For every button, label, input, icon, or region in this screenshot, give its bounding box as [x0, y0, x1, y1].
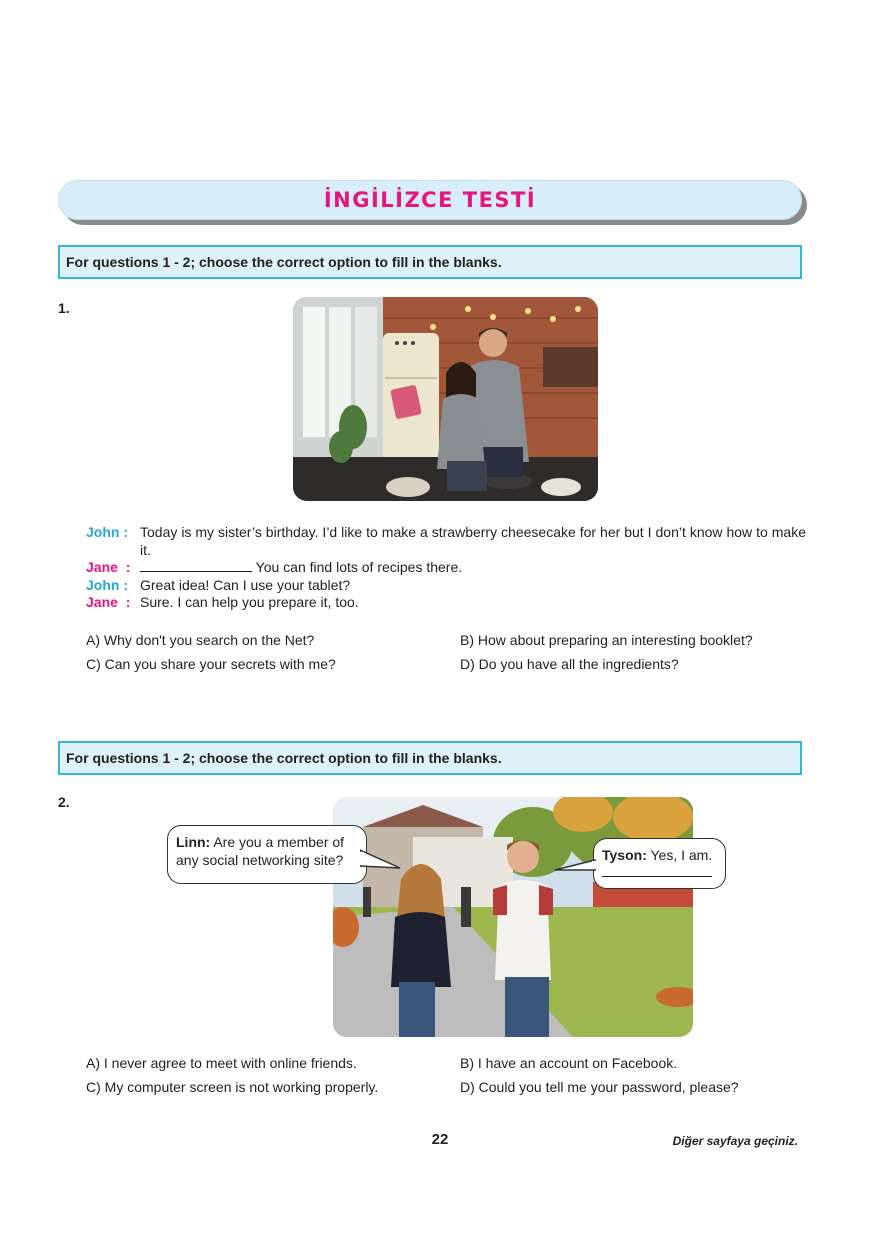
kitchen-photo: [293, 297, 598, 501]
dialogue: [86, 524, 806, 612]
speech-bubble-linn: [167, 825, 367, 884]
dialogue-line: [86, 594, 806, 612]
speaker-jane: Jane :: [86, 594, 131, 610]
test-title-banner: [58, 180, 802, 220]
bubble-tail-tyson: [553, 858, 597, 874]
dialogue-line: [86, 577, 806, 595]
test-title: İNGİLİZCE TESTİ: [323, 188, 537, 212]
option-d-q1[interactable]: D) Do you have all the ingredients?: [460, 656, 679, 672]
speaker-john: John :: [86, 524, 129, 540]
option-a-q1[interactable]: A) Why don't you search on the Net?: [86, 632, 315, 648]
next-page-note: Diğer sayfaya geçiniz.: [672, 1134, 798, 1148]
speaker-linn: Linn:: [176, 834, 211, 850]
dialogue-line: [86, 559, 806, 577]
speech-bubble-tyson: [593, 838, 726, 889]
question-number-1: 1.: [58, 300, 70, 316]
dialogue-text: Great idea! Can I use your tablet?: [140, 576, 351, 593]
dialogue-text: Today is my sister’s birthday. I’d like to make a strawberry cheesecake for her but I don’t know how to make it.: [140, 524, 806, 558]
page-number: 22: [431, 1131, 449, 1148]
option-c-q1[interactable]: C) Can you share your secrets with me?: [86, 656, 336, 672]
speaker-jane: Jane :: [86, 559, 131, 575]
question-number-2: 2.: [58, 794, 70, 810]
instruction-box-2: [58, 741, 802, 775]
answer-blank: [602, 876, 712, 877]
bubble-text: Yes, I am.: [650, 847, 713, 863]
dialogue-text: Sure. I can help you prepare it, too.: [140, 594, 359, 610]
option-d-q2[interactable]: D) Could you tell me your password, please?: [460, 1079, 739, 1095]
instruction-text: For questions 1 - 2; choose the correct option to fill in the blanks.: [66, 750, 502, 766]
bubble-tail-linn: [360, 848, 402, 872]
option-a-q2[interactable]: A) I never agree to meet with online friends.: [86, 1055, 357, 1071]
dialogue-text: You can find lots of recipes there.: [255, 559, 463, 575]
dialogue-line: [86, 524, 806, 559]
option-c-q2[interactable]: C) My computer screen is not working properly.: [86, 1079, 379, 1095]
option-b-q1[interactable]: B) How about preparing an interesting booklet?: [460, 632, 753, 648]
bubble-text: Are you a member of any social networking site?: [176, 834, 345, 868]
campus-photo: [333, 797, 693, 1037]
speaker-john: John :: [86, 576, 129, 593]
answer-blank: [140, 559, 252, 572]
speaker-tyson: Tyson:: [602, 847, 647, 863]
instruction-text: For questions 1 - 2; choose the correct option to fill in the blanks.: [66, 254, 502, 270]
option-b-q2[interactable]: B) I have an account on Facebook.: [460, 1055, 678, 1071]
instruction-box-1: [58, 245, 802, 279]
